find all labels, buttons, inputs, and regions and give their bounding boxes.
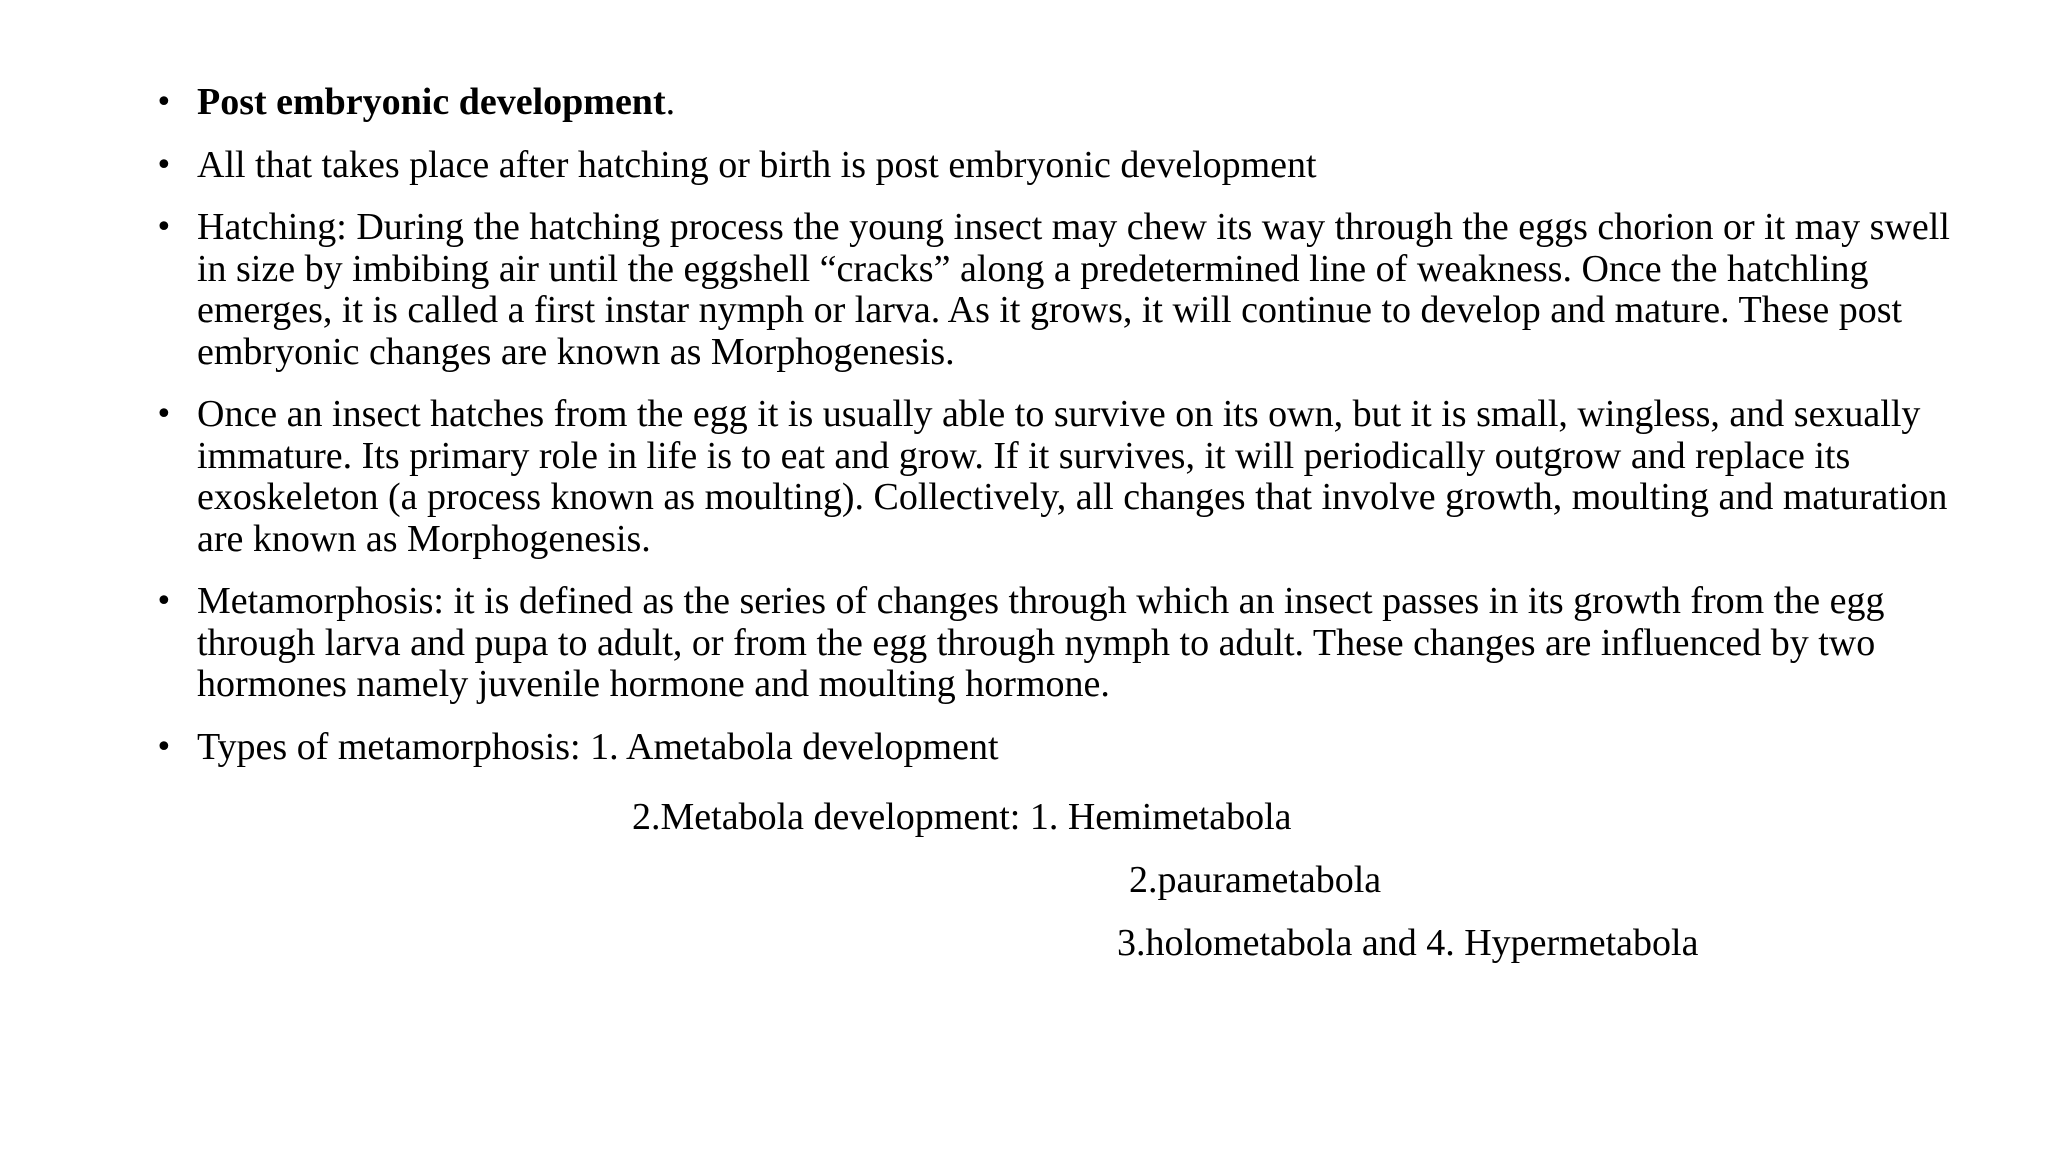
bullet-glyph: • xyxy=(155,85,173,120)
bullet-glyph: • xyxy=(155,397,173,432)
bullet-text: Metamorphosis: it is defined as the series of changes through which an insect passes in its growth from the egg through larva and pupa to adult, or from the egg through nymph to adult. These changes are influenced by two hormones namely juvenile hormone and moulting hormone. xyxy=(197,580,1885,705)
bullet-item-types xyxy=(155,727,1955,769)
bullet-text: Once an insect hatches from the egg it is usually able to survive on its own, but it is small, wingless, and sexually immature. Its primary role in life is to eat and grow. If it survives, it will periodically outgrow and replace its exoskeleton (a process known as moulting). Collectively, all changes that involve growth, moulting and maturation are known as Morphogenesis. xyxy=(197,393,1948,560)
bullet-item-definition xyxy=(155,145,1955,187)
bullet-item-metamorphosis xyxy=(155,581,1955,706)
types-subline-holometabola: 3.holometabola and 4. Hypermetabola xyxy=(1117,922,1699,964)
bullet-item-title xyxy=(155,82,1955,124)
bullet-glyph: • xyxy=(155,210,173,245)
bullet-glyph: • xyxy=(155,584,173,619)
types-subline-metabola: 2.Metabola development: 1. Hemimetabola xyxy=(632,796,1292,838)
types-subline-paurametabola: 2.paurametabola xyxy=(1129,859,1382,901)
bullet-item-hatching xyxy=(155,207,1955,373)
bullet-list xyxy=(155,82,1955,789)
bullet-text: All that takes place after hatching or birth is post embryonic development xyxy=(197,143,1317,186)
bullet-glyph: • xyxy=(155,147,173,183)
section-heading-period: . xyxy=(665,81,676,123)
bullet-item-morphogenesis xyxy=(155,394,1955,560)
bullet-text: Hatching: During the hatching process the young insect may chew its way through the eggs chorion or it may swell in size by imbibing air until the eggshell “cracks” along a predetermined line of weakness. Once the hatchling emerges, it is called a first instar nymph or larva. As it grows, it will continue to develop and mature. These post embryonic changes are known as Morphogenesis. xyxy=(197,206,1950,373)
section-heading: Post embryonic development xyxy=(197,81,666,123)
bullet-text: Types of metamorphosis: 1. Ametabola development xyxy=(197,725,999,768)
bullet-glyph: • xyxy=(155,729,173,765)
